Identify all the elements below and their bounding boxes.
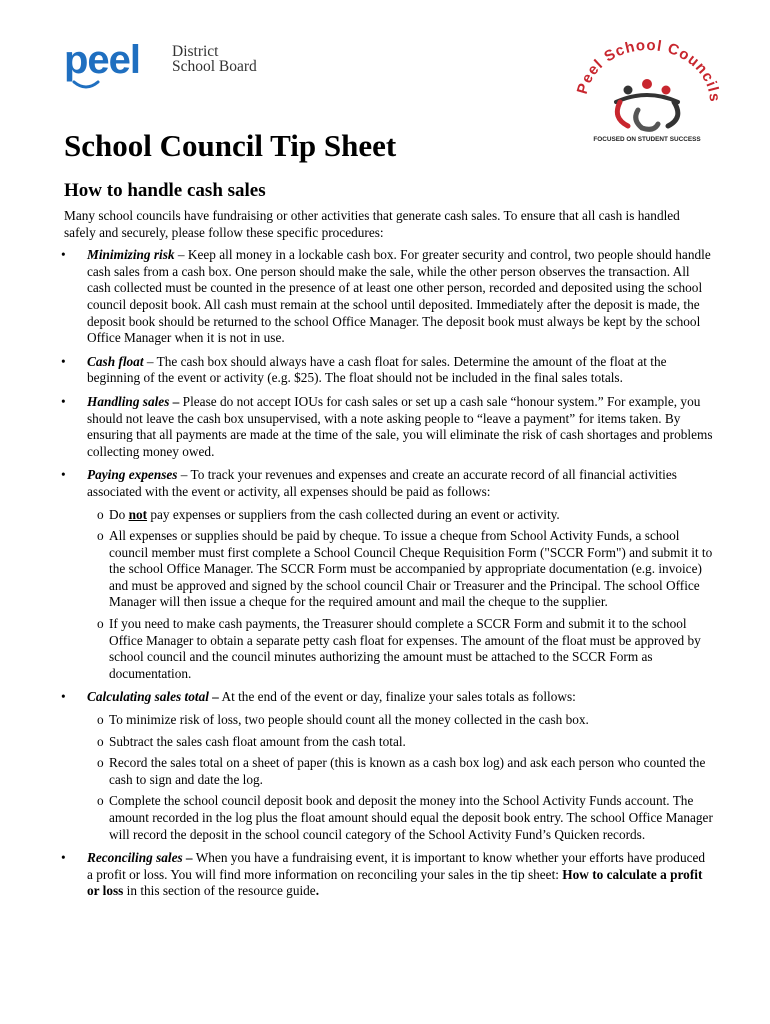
term-label: Calculating sales total – (87, 689, 219, 705)
list-item-cash-float (64, 354, 714, 387)
logo-board-name (172, 44, 257, 74)
list-item-handling-sales (64, 394, 714, 460)
emblem-arc-text: Peel School Councils (573, 40, 722, 104)
referenced-tip-sheet-title: How to calculate a profit or loss (87, 866, 703, 899)
item-text: At the end of the event or day, finalize your sales totals as follows: (218, 689, 576, 705)
list-item-reconciling-sales (64, 850, 714, 900)
item-text: – To track your revenues and expenses and create an accurate record of all financial activities associated with the event or activity, all expenses should be paid as follows: (87, 467, 677, 499)
school-councils-emblem (572, 40, 722, 150)
document-body (64, 208, 714, 907)
sub-item: o Subtract the sales cash float amount from the cash total. (87, 734, 714, 751)
emblem-graphic (572, 40, 722, 136)
term-label: Cash float (87, 353, 144, 369)
term-label: Paying expenses (87, 467, 178, 483)
sub-item-text: pay expenses or suppliers from the cash collected during an event or activity. (147, 506, 560, 522)
emblem-figures-icon (616, 79, 678, 129)
sub-item (87, 507, 714, 524)
peel-district-school-board-logo (62, 38, 277, 92)
sub-item-text: Do (109, 506, 129, 522)
sub-list-paying-expenses (87, 507, 714, 683)
logo-wordmark: peel (64, 38, 141, 82)
sub-item: o To minimize risk of loss, two people should count all the money collected in the cash box. (87, 712, 714, 729)
logo-board-text: School Board (172, 58, 257, 75)
item-text: – Keep all money in a lockable cash box. For greater security and control, two people should handle cash sales from a cash box. One person should make the sale, while the other person observes the transaction. All cash collected must be counted in the presence of at least one other person, recorded and deposited using the school council deposit book. All cash must remain at the school until deposited. Immediately after the deposit is made, the deposit book should be returned to the school Office Manager. The deposit book must always be kept by the school Office Manager when it is not in use. (87, 247, 711, 346)
emphasis-not: not (128, 506, 148, 522)
item-text: in this section of the resource guide (123, 883, 316, 899)
emblem-tagline: FOCUSED ON STUDENT SUCCESS (593, 136, 701, 143)
term-label: Minimizing risk (87, 247, 175, 263)
section-heading: How to handle cash sales (64, 180, 266, 201)
sub-item: o If you need to make cash payments, the Treasurer should complete a SCCR Form and submit it to the school Office Manager to obtain a separate petty cash float for expenses. The amount of the float must be approved by school council and the council minutes authorizing the amount must be attached to the SCCR Form as documentation. (87, 616, 714, 682)
item-text-period: . (315, 883, 320, 899)
logo-smile-icon (72, 80, 100, 90)
list-item-paying-expenses (64, 467, 714, 682)
sub-list-calculating-sales (87, 712, 714, 843)
intro-paragraph: Many school councils have fundraising or other activities that generate cash sales. To ensure that all cash is handled safely and securely, please follow these specific procedures: (64, 208, 680, 240)
sub-item: o Record the sales total on a sheet of paper (this is known as a cash box log) and ask each person who counted the cash to sign and date the log. (87, 755, 714, 788)
procedure-list (64, 247, 714, 900)
list-item-calculating-sales-total (64, 689, 714, 843)
list-item-minimizing-risk (64, 247, 714, 347)
page-title: School Council Tip Sheet (64, 128, 397, 163)
item-text: Please do not accept IOUs for cash sales or set up a cash sale “honour system.” For example, you should not leave the cash box unsupervised, with a note asking people to “leave a payment” for items taken. By ensuring that all payments are made at the time of the sale, you will eliminate the risk of cash shortages and problems collecting money owed. (87, 393, 713, 459)
item-text: When you have a fundraising event, it is important to know whether your efforts have produced a profit or loss. You will find more information on reconciling your sales in the tip sheet: (87, 850, 706, 882)
item-text: – The cash box should always have a cash float for sales. Determine the amount of the float at the beginning of the event or activity (e.g. $25). The float should not be included in the final sales totals. (87, 353, 667, 386)
sub-item: o All expenses or supplies should be paid by cheque. To issue a cheque from School Activity Funds, a school council member must first complete a School Council Cheque Requisition Form ("SCCR Form") and submit it to the school Office Manager. The SCCR Form must be accompanied by appropriate documentation (e.g. invoice) and must be approved and signed by the school council Chair or Treasurer and the Principal. The school Office Manager will then issue a cheque for the required amount and mail the cheque to the supplier. (87, 528, 714, 611)
term-label: Reconciling sales – (87, 850, 193, 866)
sub-item: o Complete the school council deposit book and deposit the money into the School Activity Funds account. The amount recorded in the log plus the float amount should equal the deposit book entry. The school Office Manager will record the deposit in the school council category of the School Activity Fund’s Quicken records. (87, 793, 714, 843)
logo-district-text: District (172, 43, 219, 60)
term-label: Handling sales – (87, 393, 180, 409)
